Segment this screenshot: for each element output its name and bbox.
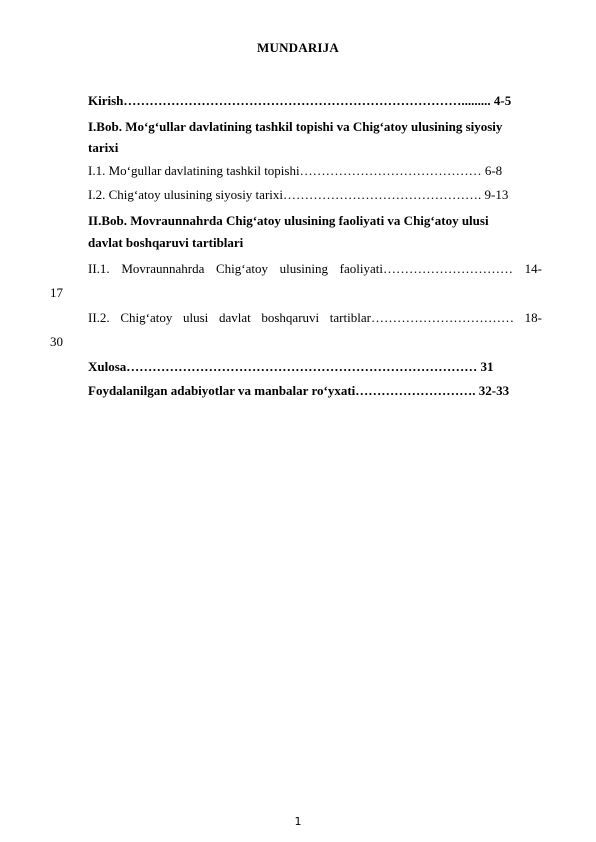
toc-section-2-2-page-cont: 30	[50, 334, 63, 349]
toc-word: ulusi	[182, 310, 209, 325]
toc-word: davlat	[218, 310, 251, 325]
toc-bob2-line2: davlat boshqaruvi tartiblari	[88, 235, 244, 250]
toc-bob1-line2: tarixi	[88, 140, 119, 155]
toc-word: ulusining	[279, 261, 329, 276]
toc-word: boshqaruvi	[261, 310, 320, 325]
toc-section-2-2	[88, 309, 542, 327]
page-title: MUNDARIJA	[257, 40, 339, 55]
toc-word: 18-	[524, 310, 542, 325]
toc-section-1-2: I.2. Chig‘atoy ulusining siyosiy tarixi………………………………………. 9-13	[88, 187, 509, 202]
toc-adabiyotlar: Foydalanilgan adabiyotlar va manbalar ro‘yxati………………………. 32-33	[88, 383, 510, 398]
toc-section-2-1-page-cont: 17	[50, 285, 63, 300]
toc-word: tartiblar……………………………	[329, 310, 514, 325]
toc-bob2-line1: II.Bob. Movraunnahrda Chig‘atoy ulusining faoliyati va Chig‘atoy ulusi	[88, 213, 489, 228]
toc-word: Chig‘atoy	[215, 261, 268, 276]
toc-xulosa: Xulosa……………………………………………………………………… 31	[88, 359, 494, 374]
toc-kirish: Kirish……………………………………………………………………......... 4-5	[88, 93, 512, 108]
toc-word: II.2.	[88, 310, 110, 325]
toc-word: 14-	[524, 261, 542, 276]
toc-word: faoliyati…………………………	[339, 261, 513, 276]
page-number: 1	[294, 815, 302, 828]
toc-section-1-1: I.1. Mo‘gullar davlatining tashkil topishi…………………………………… 6-8	[88, 163, 503, 178]
toc-bob1-line1: I.Bob. Mo‘g‘ullar davlatining tashkil topishi va Chig‘atoy ulusining siyosiy	[88, 119, 503, 134]
toc-section-2-1	[88, 260, 542, 278]
toc-word: Movraunnahrda	[121, 261, 205, 276]
toc-word: Chig‘atoy	[120, 310, 173, 325]
toc-word: II.1.	[88, 261, 110, 276]
